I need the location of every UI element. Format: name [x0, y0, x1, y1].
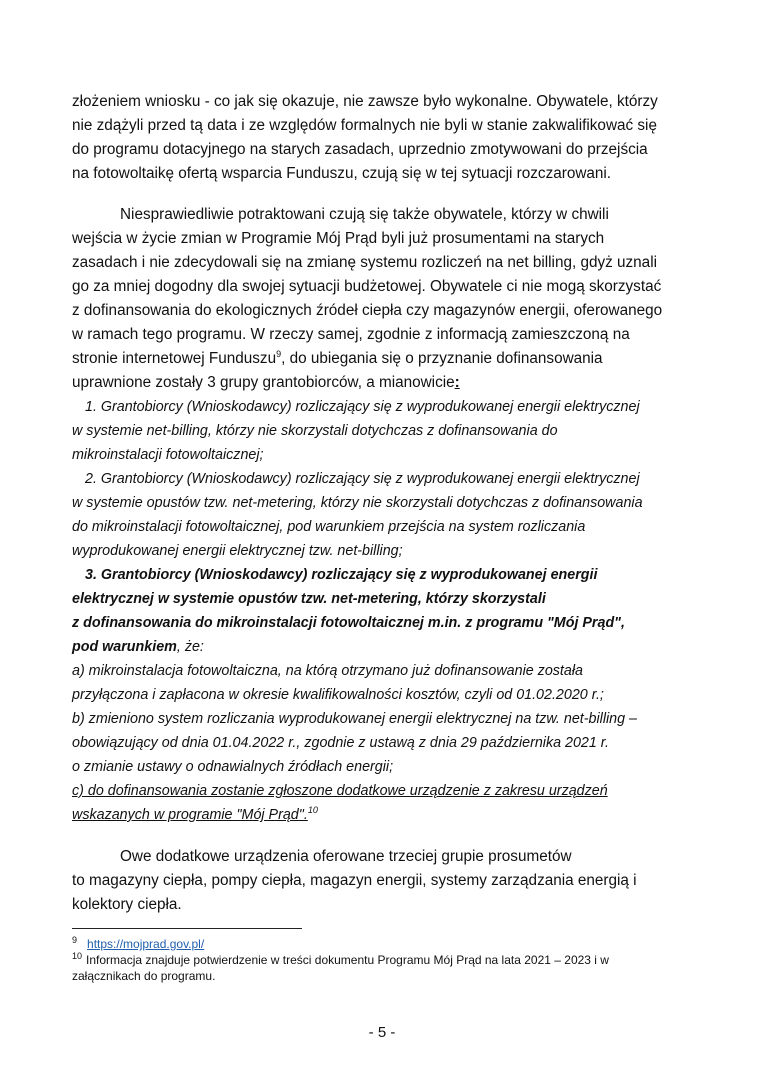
list-item-3-line — [72, 635, 696, 659]
footnote-link[interactable]: https://mojprad.gov.pl/ — [87, 937, 205, 951]
text-line: nie zdążyli przed tą data i ze względów formalnych nie byli w stanie zakwalifikować się — [72, 117, 657, 134]
text-segment: wskazanych w programie "Mój Prąd". — [72, 807, 308, 823]
text-line: w ramach tego programu. W rzeczy samej, zgodnie z informacją zamieszczoną na — [72, 326, 630, 343]
footnote-ref-10[interactable]: 10 — [307, 805, 318, 816]
text-line: do programu dotacyjnego na starych zasadach, uprzednio zmotywowani do przejścia — [72, 141, 648, 158]
list-item-2-line: wyprodukowanej energii elektrycznej tzw. net-billing; — [72, 543, 403, 559]
list-item-1-line: w systemie net-billing, którzy nie skorzystali dotychczas z dofinansowania do — [72, 423, 558, 439]
text-line: to magazyny ciepła, pompy ciepła, magazyn energii, systemy zarządzania energią i — [72, 872, 637, 889]
text-line: na fotowoltaikę ofertą wsparcia Funduszu, czują się w tej sytuacji rozczarowani. — [72, 165, 612, 182]
list-item-2-line: do mikroinstalacji fotowoltaicznej, pod warunkiem przejścia na system rozliczania — [72, 519, 586, 535]
text-line: wejścia w życie zmian w Programie Mój Prąd byli już prosumentami na starych — [72, 230, 605, 247]
colon-mark: : — [454, 374, 460, 391]
paragraph-2 — [72, 203, 696, 395]
condition-line: przyłączona i zapłacona w okresie kwalifikowalności kosztów, czyli od 01.02.2020 r.; — [72, 687, 604, 703]
condition-c-line — [72, 803, 696, 827]
footnote-9 — [72, 936, 696, 952]
list-item-2-line: w systemie opustów tzw. net-metering, którzy nie skorzystali dotychczas z dofinansowania — [72, 495, 643, 511]
text-segment: uprawnione zostały 3 grupy grantobiorców, a mianowicie — [72, 374, 455, 391]
text-line — [72, 347, 696, 371]
footnote-10-continued: załącznikach do programu. — [72, 969, 216, 983]
condition-line: a) mikroinstalacja fotowoltaiczna, na którą otrzymano już dofinansowanie została — [72, 663, 583, 679]
footnote-10 — [72, 952, 696, 968]
text-line: złożeniem wniosku - co jak się okazuje, nie zawsze było wykonalne. Obywatele, którzy — [72, 93, 658, 110]
text-segment: stronie internetowej Funduszu — [72, 350, 277, 367]
list-item-1-line: 1. Grantobiorcy (Wnioskodawcy) rozliczający się z wyprodukowanej energii elektrycznej — [85, 399, 640, 415]
text-line: Niesprawiedliwie potraktowani czują się także obywatele, którzy w chwili — [120, 206, 609, 223]
text-segment-bold: pod warunkiem — [72, 639, 177, 655]
footnote-number: 10 — [72, 951, 83, 961]
footnote-ref-9[interactable]: 9 — [276, 348, 282, 359]
footnote-number: 9 — [72, 935, 78, 945]
text-line — [72, 371, 696, 395]
paragraph-1 — [72, 90, 696, 186]
footnotes — [72, 936, 696, 984]
text-line: z dofinansowania do ekologicznych źródeł ciepła czy magazynów energii, oferowanego — [72, 302, 663, 319]
text-segment: , że: — [176, 639, 204, 655]
grantee-list — [72, 395, 696, 827]
text-line: zasadach i nie zdecydowali się na zmianę systemu rozliczeń na net billing, gdyż uznali — [72, 254, 657, 271]
condition-line: obowiązujący od dnia 01.04.2022 r., zgodnie z ustawą z dnia 29 października 2021 r. — [72, 735, 610, 751]
text-segment: , do ubiegania się o przyznanie dofinansowania — [281, 350, 603, 367]
condition-line: b) zmieniono system rozliczania wyprodukowanej energii elektrycznej na tzw. net-billing – — [72, 711, 637, 727]
text-line: kolektory ciepła. — [72, 896, 182, 913]
list-item-2-line: 2. Grantobiorcy (Wnioskodawcy) rozliczający się z wyprodukowanej energii elektrycznej — [85, 471, 640, 487]
list-item-3-line: z dofinansowania do mikroinstalacji fotowoltaicznej m.in. z programu "Mój Prąd", — [72, 615, 625, 631]
text-line: go za mniej dogodny dla swojej sytuacji budżetowej. Obywatele ci nie mogą skorzystać — [72, 278, 662, 295]
footnote-text: Informacja znajduje potwierdzenie w treści dokumentu Programu Mój Prąd na lata 2021 – 2023 i w — [86, 953, 609, 967]
list-item-3-line: 3. Grantobiorcy (Wnioskodawcy) rozliczający się z wyprodukowanej energii — [85, 567, 598, 583]
text-line: Owe dodatkowe urządzenia oferowane trzeciej grupie prosumetów — [120, 848, 572, 865]
paragraph-3 — [72, 845, 696, 917]
list-item-1-line: mikroinstalacji fotowoltaicznej; — [72, 447, 264, 463]
list-item-3-line: elektrycznej w systemie opustów tzw. net-metering, którzy skorzystali — [72, 591, 546, 607]
condition-line: o zmianie ustawy o odnawialnych źródłach energii; — [72, 759, 394, 775]
footnote-divider — [72, 928, 302, 929]
condition-c-line: c) do dofinansowania zostanie zgłoszone dodatkowe urządzenie z zakresu urządzeń — [72, 783, 608, 799]
page-number: - 5 - — [368, 1024, 396, 1041]
